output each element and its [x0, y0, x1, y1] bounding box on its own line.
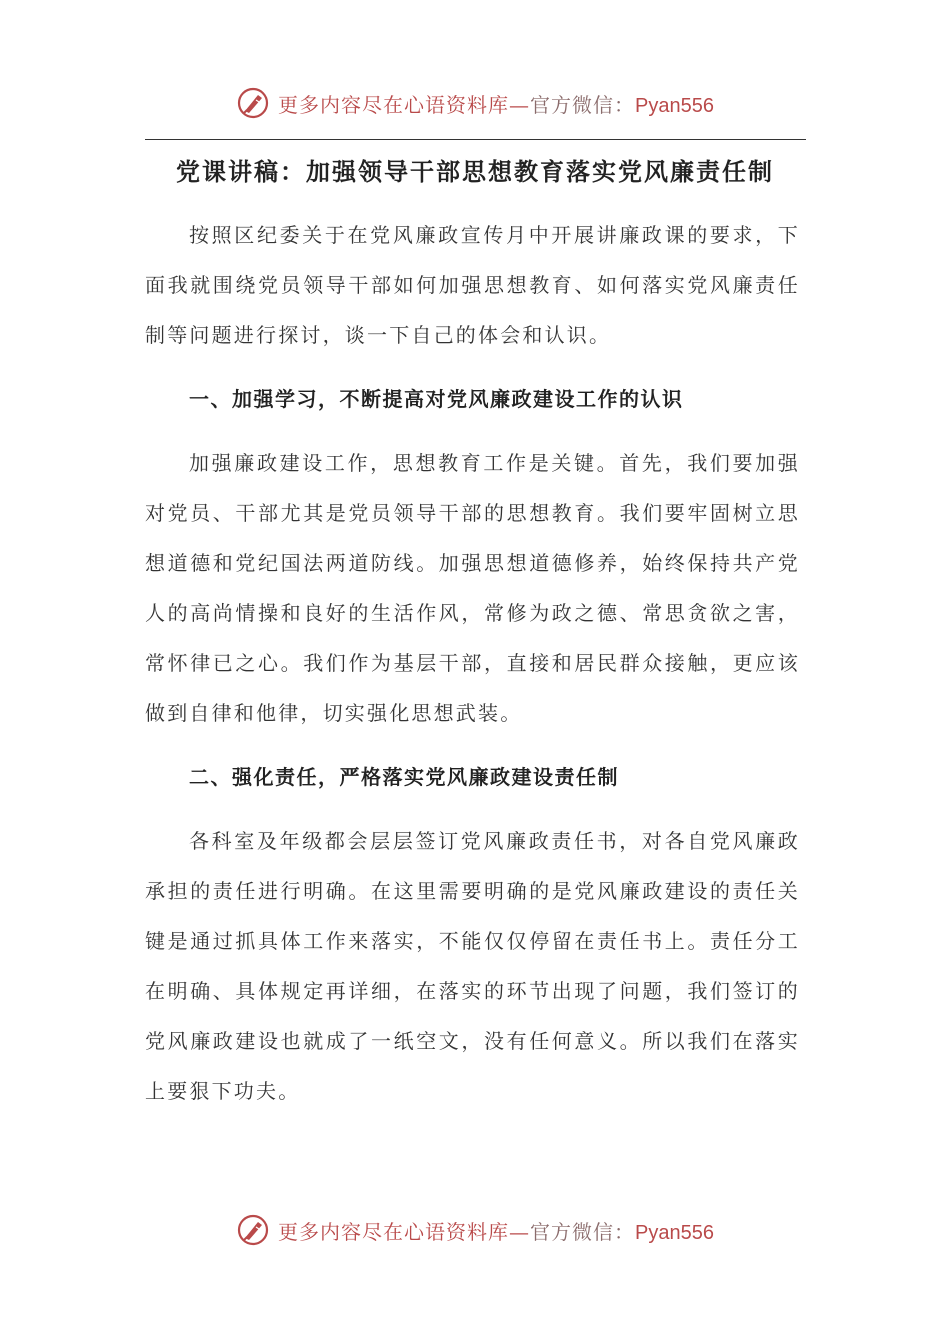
footer-banner	[0, 1205, 950, 1255]
footer-banner-title: 更多内容尽在心语资料库	[278, 1219, 510, 1244]
intro-paragraph: 按照区纪委关于在党风廉政宣传月中开展讲廉政课的要求，下面我就围绕党员领导干部如何加强思想教育、如何落实党风廉责任制等问题进行探讨，谈一下自己的体会和认识。	[145, 223, 800, 347]
header-banner	[0, 78, 950, 128]
banner-wechat-label: 官方微信：	[530, 92, 636, 117]
footer-banner-separator: —	[509, 1219, 531, 1244]
section-1-heading: 一、加强学习，不断提高对党风廉政建设工作的认识	[189, 387, 684, 411]
section-1-paragraph: 加强廉政建设工作，思想教育工作是关键。首先，我们要加强对党员、干部尤其是党员领导干部的思想教育。我们要牢固树立思想道德和党纪国法两道防线。加强思想道德修养，始终保持共产党人的高尚情操和良好的生活作风，常修为政之德、常思贪欲之害，常怀律已之心。我们作为基层干部，直接和居民群众接触，更应该做到自律和他律，切实强化思想武装。	[145, 451, 800, 725]
section-2-paragraph: 各科室及年级都会层层签订党风廉政责任书，对各自党风廉政承担的责任进行明确。在这里需要明确的是党风廉政建设的责任关键是通过抓具体工作来落实，不能仅仅停留在责任书上。责任分工在明确、具体规定再详细，在落实的环节出现了问题，我们签订的党风廉政建设也就成了一纸空文，没有任何意义。所以我们在落实上要狠下功夫。	[145, 829, 800, 1103]
header-divider	[145, 139, 806, 140]
footer-banner-wechat-id: Pyan556	[635, 1221, 714, 1244]
banner-separator: —	[509, 92, 531, 117]
header-banner-text	[278, 89, 714, 118]
pen-nib-logo-icon	[236, 86, 270, 120]
pen-nib-logo-icon	[236, 1213, 270, 1247]
banner-wechat-id: Pyan556	[635, 94, 714, 117]
section-2-heading: 二、强化责任，严格落实党风廉政建设责任制	[189, 765, 619, 789]
document-title: 党课讲稿：加强领导干部思想教育落实党风廉责任制	[176, 158, 774, 186]
banner-title: 更多内容尽在心语资料库	[278, 92, 510, 117]
footer-banner-wechat-label: 官方微信：	[530, 1219, 636, 1244]
footer-banner-text	[278, 1216, 714, 1245]
document-body	[145, 210, 800, 1116]
